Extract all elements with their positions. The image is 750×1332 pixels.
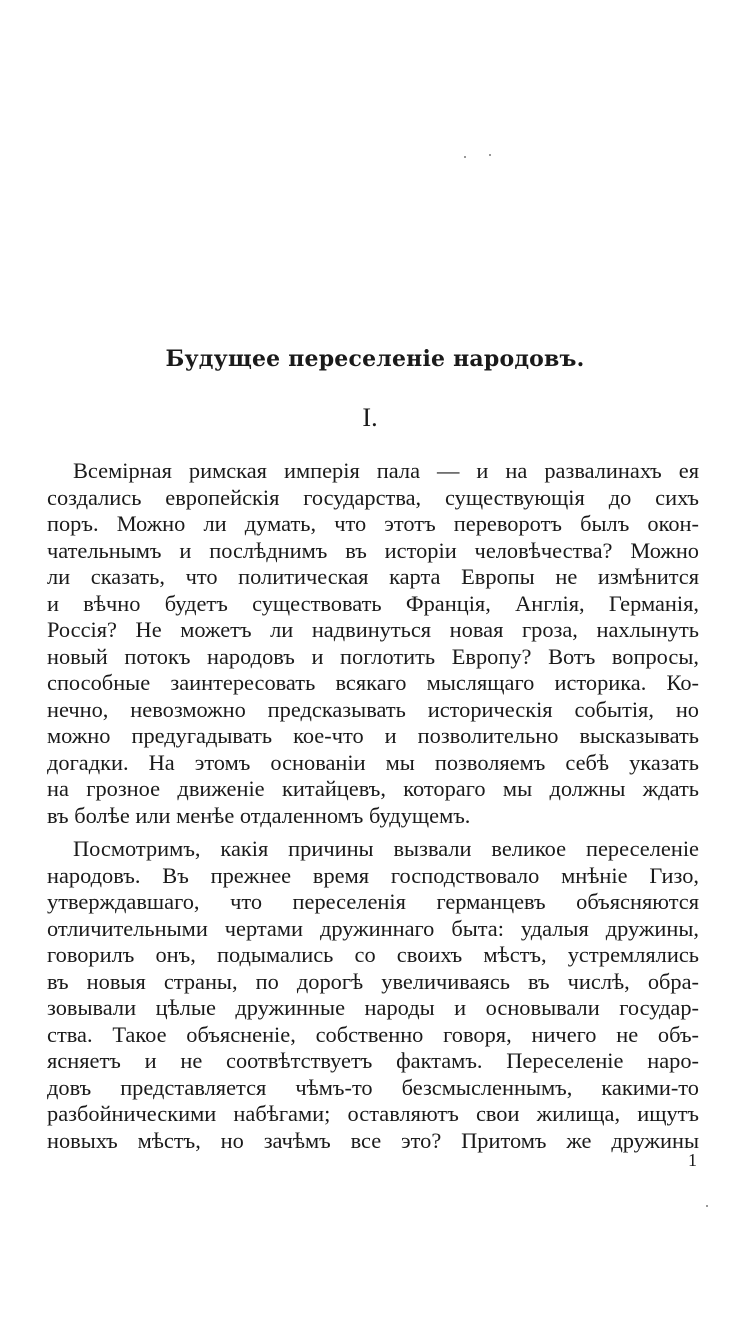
text-line: зовывали цѣлые дружинные народы и основывали государ- [47, 995, 699, 1020]
text-line: новыхъ мѣстъ, но зачѣмъ все это? Притомъ же дружины [47, 1127, 699, 1153]
text-line: ства. Такое объясненіе, собственно говоря, ничего не объ- [47, 1021, 699, 1047]
paragraph-1 [47, 458, 699, 829]
text-line: ли сказать, что политическая карта Европы не измѣнится [47, 564, 699, 589]
text-line: въ болѣе или менѣе отдаленномъ будущемъ. [47, 802, 471, 828]
text-line: утверждавшаго, что переселенія германцевъ объясняются [47, 889, 699, 914]
text-line: и вѣчно будетъ существовать Франція, Англія, Германія, [47, 590, 699, 616]
text-line: нечно, невозможно предсказывать историческія событія, но [47, 696, 699, 722]
text-line: новый потокъ народовъ и поглотить Европу? Вотъ вопросы, [47, 643, 699, 669]
text-line: на грозное движеніе китайцевъ, котораго мы должны ждать [47, 776, 699, 801]
print-speck [464, 156, 466, 158]
text-line: поръ. Можно ли думать, что этотъ переворотъ былъ окон- [47, 511, 699, 536]
text-line: догадки. На этомъ основаніи мы позволяемъ себѣ указать [47, 749, 699, 775]
page-title: Будущее переселеніе народовъ. [165, 346, 585, 372]
print-speck [489, 154, 491, 156]
text-line: Всемірная римская имперія пала — и на развалинахъ ея [73, 458, 699, 483]
text-line: говорилъ онъ, подымались со своихъ мѣстъ, устремлялись [47, 942, 699, 967]
text-line: можно предугадывать кое-что и позволительно высказывать [47, 723, 699, 748]
text-line: въ новыя страны, по дорогѣ увеличиваясь въ числѣ, обра- [47, 968, 699, 994]
text-line: отличительными чертами дружиннаго быта: удалыя дружины, [47, 915, 699, 941]
print-speck [706, 1205, 708, 1207]
paragraph-2 [47, 836, 699, 1154]
text-line: Россія? Не можетъ ли надвинуться новая гроза, нахлынуть [47, 617, 699, 642]
paragraph-gap [47, 829, 699, 836]
text-line: ясняетъ и не соотвѣтствуетъ фактамъ. Переселеніе наро- [47, 1048, 699, 1073]
text-line: Посмотримъ, какія причины вызвали великое переселеніе [73, 836, 699, 861]
chapter-number: I. [362, 403, 378, 432]
page-number: 1 [688, 1150, 697, 1170]
text-line: создались европейскія государства, существующія до сихъ [47, 484, 699, 510]
text-line: народовъ. Въ прежнее время господствовало мнѣніе Гизо, [47, 862, 699, 888]
body-text [47, 458, 699, 1154]
text-line: чательнымъ и послѣднимъ въ исторіи человѣчества? Можно [47, 537, 699, 563]
text-line: разбойническими набѣгами; оставляютъ свои жилища, ищутъ [47, 1101, 699, 1126]
text-line: способные заинтересовать всякаго мыслящаго историка. Ко- [47, 670, 699, 695]
text-line: довъ представляется чѣмъ-то безсмысленнымъ, какими-то [47, 1074, 699, 1100]
